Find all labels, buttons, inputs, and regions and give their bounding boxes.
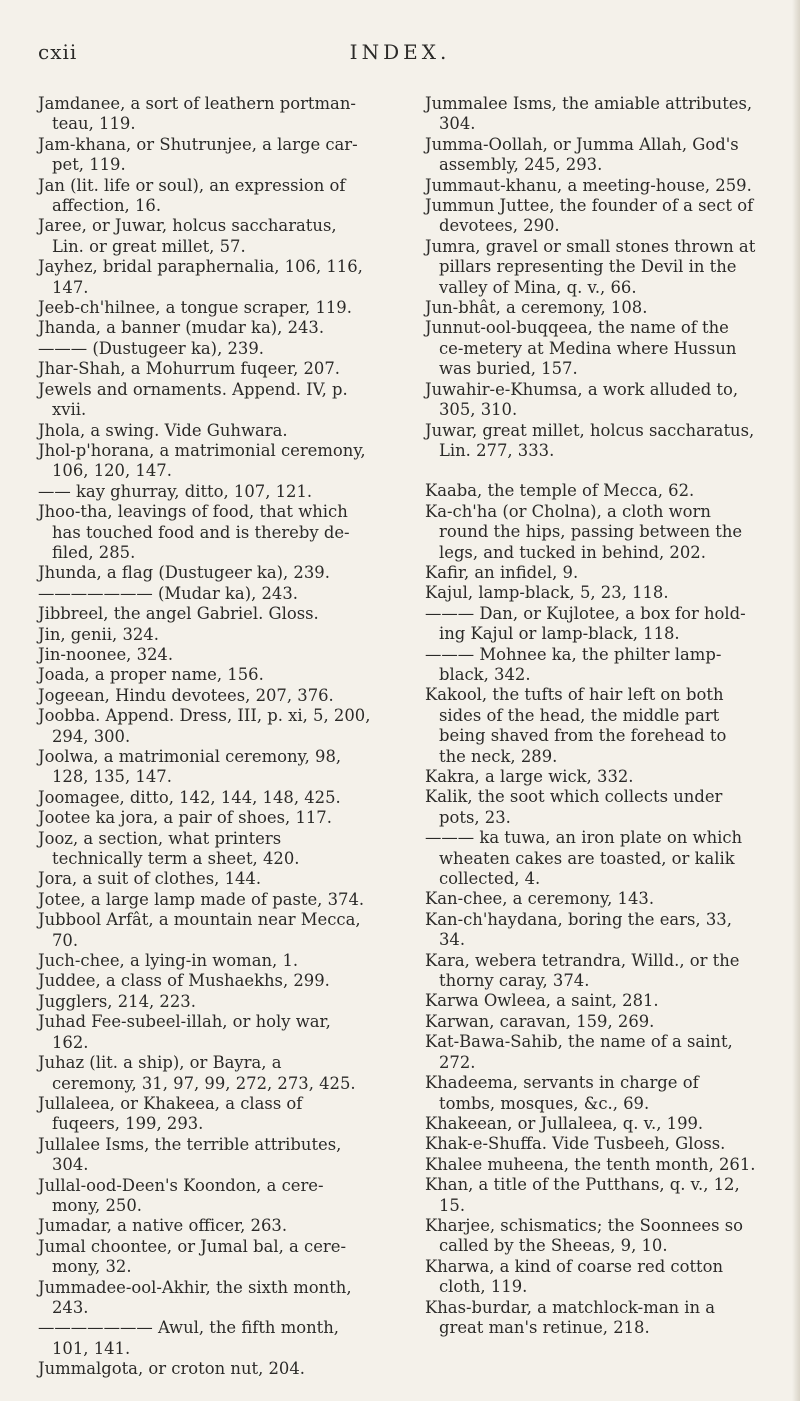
index-entry: Kan-ch'haydana, boring the ears, 33, 34.: [425, 909, 732, 950]
index-entry: Joada, a proper name, 156.: [38, 665, 264, 685]
index-entry: Jin, genii, 324.: [38, 624, 159, 644]
index-entry: Jamdanee, a sort of leathern portman-teau, 119.: [38, 94, 356, 134]
index-entry: Jam-khana, or Shutrunjee, a large car-pet, 119.: [38, 134, 358, 175]
index-entry: Jora, a suit of clothes, 144.: [38, 869, 262, 889]
index-entry: Kan-chee, a ceremony, 143.: [425, 889, 655, 909]
index-entry: Junnut-ool-buqqeea, the name of the ce-metery at Medina where Hussun was buried, 157.: [425, 318, 737, 379]
index-entry: Khan, a title of the Putthans, q. v., 12, 15.: [425, 1175, 740, 1215]
index-entry: ——————— (Mudar ka), 243.: [38, 583, 299, 603]
index-entry: Jotee, a large lamp made of paste, 374.: [38, 889, 365, 909]
index-entry: Jewels and ornaments. Append. IV, p. xvii.: [38, 379, 348, 420]
index-entry: Jullalee Isms, the terrible attributes, 304.: [38, 1134, 342, 1175]
index-entry: Jummalgota, or croton nut, 204.: [38, 1359, 305, 1379]
index-entry: Joobba. Append. Dress, III, p. xi, 5, 200, 294, 300.: [38, 706, 371, 746]
section-gap: [425, 461, 758, 481]
index-entry: Kakool, the tufts of hair left on both sides of the head, the middle part being shaved from the forehead to the neck, 289.: [425, 685, 727, 766]
right-column: [425, 94, 758, 1338]
index-entry: Jullal-ood-Deen's Koondon, a cere-mony, 250.: [38, 1175, 324, 1215]
index-entry: Jumra, gravel or small stones thrown at pillars representing the Devil in the valley of Mina, q. v., 66.: [425, 236, 756, 297]
index-entry: Jaree, or Juwar, holcus saccharatus, Lin. or great millet, 57.: [38, 216, 337, 256]
index-entry: ——— ka tuwa, an iron plate on which wheaten cakes are toasted, or kalik collected, 4.: [425, 828, 743, 889]
index-entry: Juwahir-e-Khumsa, a work alluded to, 305, 310.: [425, 379, 739, 420]
index-entry: Jugglers, 214, 223.: [38, 991, 196, 1011]
index-entry: Jummadee-ool-Akhir, the sixth month, 243.: [38, 1277, 352, 1317]
index-entry: Joolwa, a matrimonial ceremony, 98, 128, 135, 147.: [38, 747, 342, 787]
index-entry: Kharjee, schismatics; the Soonnees so called by the Sheeas, 9, 10.: [425, 1215, 744, 1256]
index-entry: Jhoo-tha, leavings of food, that which has touched food and is thereby de-filed, 285.: [38, 502, 350, 562]
index-entry: Jeeb-ch'hilnee, a tongue scraper, 119.: [38, 298, 352, 318]
index-entry: Jumadar, a native officer, 263.: [38, 1216, 288, 1236]
index-entry: Khakeean, or Jullaleea, q. v., 199.: [425, 1113, 704, 1133]
index-entry: Jumal choontee, or Jumal bal, a cere-mony, 32.: [38, 1236, 346, 1277]
index-entry: Khalee muheena, the tenth month, 261.: [425, 1154, 756, 1174]
index-entry: Ka-ch'ha (or Cholna), a cloth worn round the hips, passing between the legs, and tucked in behind, 202.: [425, 501, 743, 562]
index-entry: Jhunda, a flag (Dustugeer ka), 239.: [38, 563, 330, 583]
index-entry: Jayhez, bridal paraphernalia, 106, 116, 147.: [38, 257, 363, 297]
index-entry: Khadeema, servants in charge of tombs, mosques, &c., 69.: [425, 1073, 699, 1113]
index-entry: ——— Dan, or Kujlotee, a box for hold-ing Kajul or lamp-black, 118.: [425, 603, 746, 644]
index-entry: Jumma-Oollah, or Jumma Allah, God's assembly, 245, 293.: [425, 134, 739, 175]
index-entry: Kat-Bawa-Sahib, the name of a saint, 272.: [425, 1032, 733, 1072]
index-entry: Karwa Owleea, a saint, 281.: [425, 991, 659, 1011]
index-entry: Juddee, a class of Mushaekhs, 299.: [38, 971, 330, 991]
index-entry: Kaaba, the temple of Mecca, 62.: [425, 481, 695, 501]
index-entry: Jhol-p'horana, a matrimonial ceremony, 106, 120, 147.: [38, 440, 366, 481]
index-entry: Jummalee Isms, the amiable attributes, 304.: [425, 94, 753, 134]
index-entry: Khak-e-Shuffa. Vide Tusbeeh, Gloss.: [425, 1134, 726, 1154]
index-entry: Juch-chee, a lying-in woman, 1.: [38, 951, 299, 971]
index-entry: Jibbreel, the angel Gabriel. Gloss.: [38, 604, 319, 624]
index-entry: Jan (lit. life or soul), an expression of affection, 16.: [38, 175, 346, 216]
index-entry: Jogeean, Hindu devotees, 207, 376.: [38, 685, 334, 705]
left-column: [38, 94, 371, 1380]
index-entry: Jhola, a swing. Vide Guhwara.: [38, 420, 288, 440]
index-entry: Kharwa, a kind of coarse red cotton cloth, 119.: [425, 1256, 724, 1297]
index-entry: Jullaleea, or Khakeea, a class of fuqeers, 199, 293.: [38, 1093, 303, 1134]
index-entry: Jummaut-khanu, a meeting-house, 259.: [425, 175, 752, 195]
index-entry: Jhar-Shah, a Mohurrum fuqeer, 207.: [38, 359, 340, 379]
page-header: [0, 40, 800, 80]
index-entry: Kara, webera tetrandra, Willd., or the thorny caray, 374.: [425, 950, 740, 991]
running-head: INDEX.: [349, 40, 451, 64]
index-entry: Jhanda, a banner (mudar ka), 243.: [38, 318, 325, 338]
index-entry: Jin-noonee, 324.: [38, 644, 174, 664]
index-entry: Juwar, great millet, holcus saccharatus, Lin. 277, 333.: [425, 420, 755, 460]
index-entry: Kafir, an infidel, 9.: [425, 562, 579, 582]
page-number: cxii: [38, 40, 78, 64]
index-entry: Kakra, a large wick, 332.: [425, 767, 634, 786]
index-entry: Jun-bhât, a ceremony, 108.: [425, 298, 648, 318]
index-entry: Jubbool Arfât, a mountain near Mecca, 70.: [38, 910, 361, 950]
index-entry: Jummun Juttee, the founder of a sect of devotees, 290.: [425, 196, 754, 236]
index-entry: ——— (Dustugeer ka), 239.: [38, 338, 264, 358]
index-entry: Juhad Fee-subeel-illah, or holy war, 162.: [38, 1012, 331, 1052]
index-entry: Jootee ka jora, a pair of shoes, 117.: [38, 808, 332, 828]
index-entry: ——— Mohnee ka, the philter lamp-black, 342.: [425, 644, 722, 684]
index-entry: Khas-burdar, a matchlock-man in a great man's retinue, 218.: [425, 1297, 716, 1337]
page-edge-shadow: [792, 0, 800, 1401]
index-entry: Juhaz (lit. a ship), or Bayra, a ceremony, 31, 97, 99, 272, 273, 425.: [38, 1053, 356, 1093]
right-column-j-entries: [425, 94, 758, 461]
index-entry: Joomagee, ditto, 142, 144, 148, 425.: [38, 787, 341, 807]
index-entry: Kajul, lamp-black, 5, 23, 118.: [425, 583, 669, 603]
index-entry: —— kay ghurray, ditto, 107, 121.: [38, 481, 313, 501]
index-entry: ——————— Awul, the fifth month, 101, 141.: [38, 1318, 340, 1358]
index-entry: Karwan, caravan, 159, 269.: [425, 1011, 655, 1031]
right-column-k-entries: [425, 481, 758, 1338]
index-entry: Jooz, a section, what printers technically term a sheet, 420.: [38, 828, 300, 869]
index-entry: Kalik, the soot which collects under pots, 23.: [425, 787, 723, 827]
